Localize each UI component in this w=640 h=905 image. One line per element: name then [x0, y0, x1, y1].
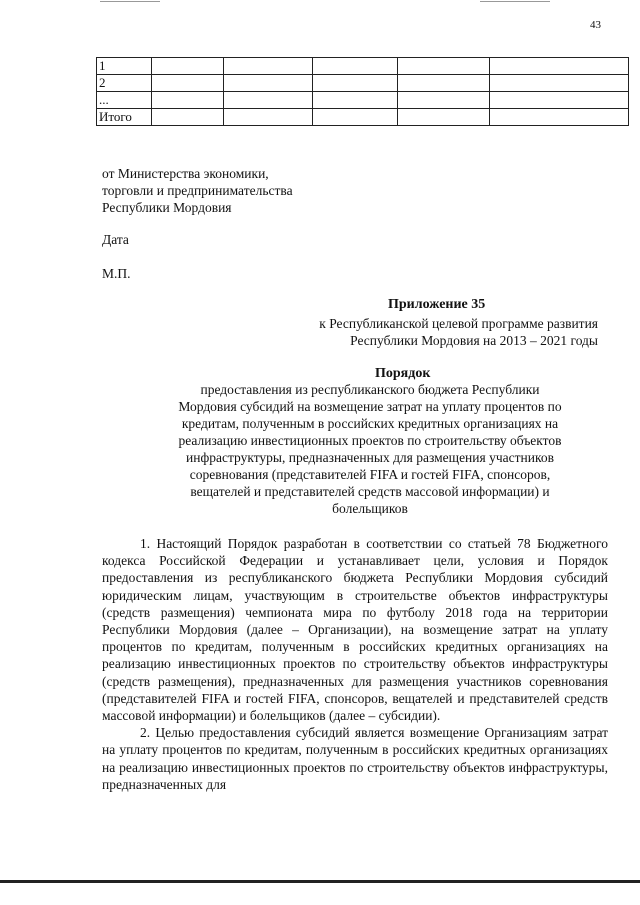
table-cell	[490, 109, 629, 126]
table-row	[97, 92, 629, 109]
order-title: Порядок	[375, 366, 431, 381]
table-cell	[224, 75, 313, 92]
body-text	[102, 535, 608, 793]
appendix-title: Приложение 35	[388, 297, 486, 312]
table-cell	[152, 75, 224, 92]
order-line: соревнования (представителей FIFA и гостей FIFA, спонсоров,	[189, 467, 551, 482]
table-cell	[490, 92, 629, 109]
paragraph: 2. Целью предоставления субсидий является возмещение Организациям затрат на уплату процентов по кредитам, полученным в российских кредитных организациях на реализацию инвестиционных проектов по строительству объектов инфраструктуры, предназначенных для	[102, 725, 608, 792]
order-line: вещателей и представителей средств массовой информации) и	[190, 484, 550, 499]
table-cell: Итого	[97, 109, 152, 126]
table-cell	[398, 58, 490, 75]
sender-line: от Министерства экономики,	[102, 166, 269, 181]
table-cell	[152, 58, 224, 75]
table-cell	[313, 92, 398, 109]
table-cell	[313, 109, 398, 126]
table-cell: ...	[97, 92, 152, 109]
table-cell	[398, 92, 490, 109]
scan-artifacts	[60, 0, 580, 6]
order-description	[150, 381, 590, 517]
order-line: болельщиков	[332, 501, 408, 516]
table-cell	[313, 75, 398, 92]
page-number: 43	[590, 19, 601, 31]
table-cell	[490, 75, 629, 92]
appendix-line: к Республиканской целевой программе развития	[319, 316, 598, 331]
order-line: инфраструктуры, предназначенных для размещения участников	[186, 450, 554, 465]
table-cell	[224, 58, 313, 75]
order-line: реализацию инвестиционных проектов по строительству объектов	[178, 433, 562, 448]
order-line: кредитам, полученным в российских кредитных организациях на	[181, 416, 559, 431]
table-cell: 2	[97, 75, 152, 92]
table-cell: 1	[97, 58, 152, 75]
table-cell	[152, 92, 224, 109]
table-cell	[398, 75, 490, 92]
summary-table	[96, 57, 629, 126]
table-row	[97, 109, 629, 126]
table-cell	[313, 58, 398, 75]
table-row	[97, 75, 629, 92]
table-cell	[490, 58, 629, 75]
paragraph: 1. Настоящий Порядок разработан в соответствии со статьей 78 Бюджетного кодекса Российской Федерации и устанавливает цели, условия и Порядок предоставления из республиканского бюджета Республики Мордовия субсидий юридическим лицам, участвующим в строительстве объектов инфраструктуры (средств размещения) чемпионата мира по футболу 2018 года на территории Республики Мордовия (далее – Организации), на возмещение затрат на уплату процентов по кредитам, полученным в российских кредитных организациях на реализацию инвестиционных проектов по строительству объектов инфраструктуры (средств размещения), предназначенных для размещения участников соревнования (представителей FIFA и гостей FIFA, спонсоров, вещателей и представителей средств массовой информации) и болельщиков (далее – субсидии).	[102, 536, 608, 724]
table-cell	[398, 109, 490, 126]
table-row	[97, 58, 629, 75]
table-cell	[152, 109, 224, 126]
stamp-label: М.П.	[102, 266, 131, 281]
date-label: Дата	[102, 232, 129, 247]
order-line: предоставления из республиканского бюджета Республики	[200, 382, 540, 397]
appendix-line: Республики Мордовия на 2013 – 2021 годы	[350, 333, 598, 348]
sender-line: торговли и предпринимательства	[102, 183, 293, 198]
order-line: Мордовия субсидий на возмещение затрат на уплату процентов по	[178, 399, 562, 414]
sender-block	[102, 165, 293, 216]
appendix-subtitle	[286, 315, 598, 349]
table-cell	[224, 92, 313, 109]
sender-line: Республики Мордовия	[102, 200, 232, 215]
bottom-border	[0, 880, 640, 883]
table-cell	[224, 109, 313, 126]
